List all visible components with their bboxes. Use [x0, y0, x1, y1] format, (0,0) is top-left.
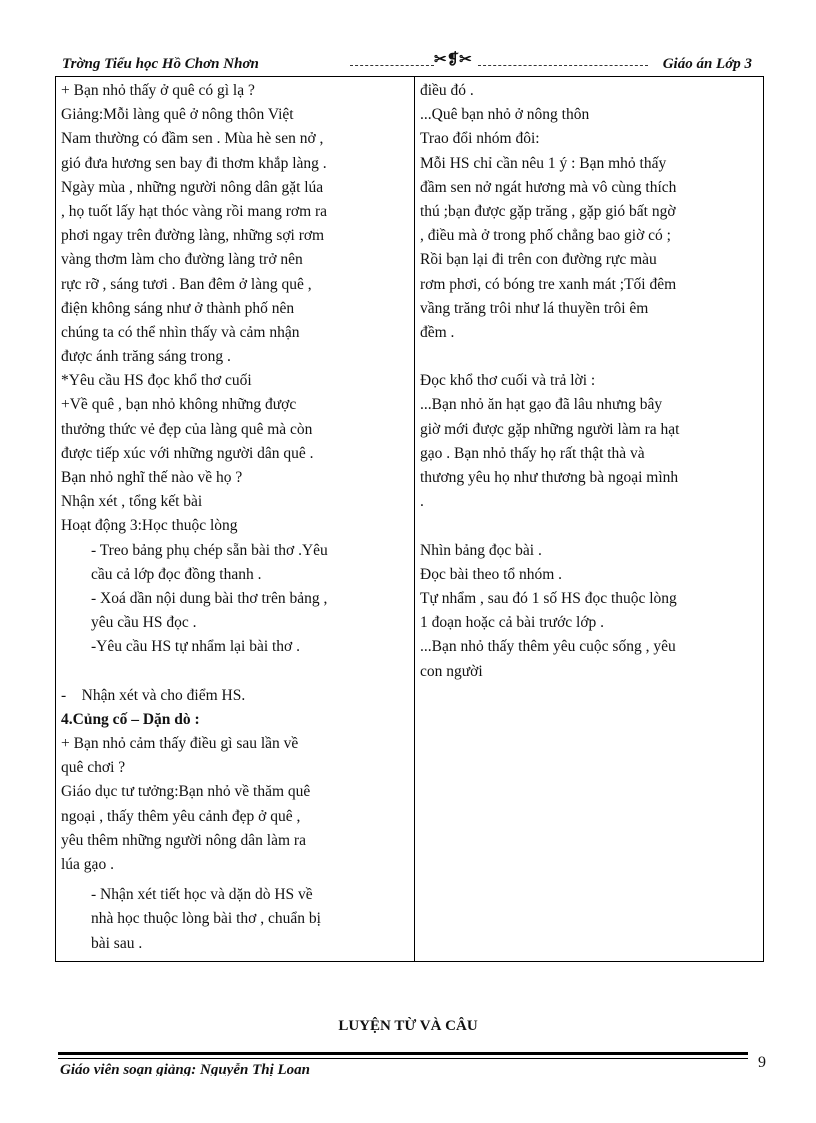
- text-line: bài sau .: [91, 934, 143, 952]
- text-line: thú ;bạn được gặp trăng , gặp gió bất ngờ: [420, 202, 676, 220]
- teacher-activities-column: [61, 79, 409, 956]
- subject-title: Giáo án Lớp 3: [662, 56, 752, 72]
- text-line: 1 đoạn hoặc cả bài trước lớp .: [420, 614, 605, 632]
- text-line: gạo . Bạn nhỏ thấy họ rất thật thà và: [420, 444, 645, 462]
- text-line: vầng trăng trôi như lá thuyền trôi êm: [420, 299, 649, 317]
- text-line: Ngày mùa , những người nông dân gặt lúa: [61, 178, 324, 196]
- section-heading: 4.Củng cố – Dặn dò :: [61, 710, 200, 728]
- text-line: - Xoá dần nội dung bài thơ trên bảng ,: [91, 589, 328, 607]
- text-line: ...Bạn nhỏ thấy thêm yêu cuộc sống , yêu: [420, 638, 676, 656]
- page-header: [58, 50, 758, 74]
- text-line: *Yêu cầu HS đọc khổ thơ cuối: [61, 372, 252, 390]
- text-line: Trao đổi nhóm đôi:: [420, 130, 540, 148]
- text-line: được ánh trăng sáng trong .: [61, 348, 231, 366]
- column-divider: [414, 77, 415, 961]
- text-line: rơm phơi, có bóng tre xanh mát ;Tối đêm: [420, 275, 677, 293]
- text-line: Giảng:Mỗi làng quê ở nông thôn Việt: [61, 106, 294, 124]
- text-line: ...Quê bạn nhỏ ở nông thôn: [420, 106, 590, 124]
- text-line: vàng thơm làm cho đường làng trở nên: [61, 251, 303, 269]
- text-line: rực rỡ , sáng tươi . Ban đêm ở làng quê ,: [61, 275, 312, 293]
- text-line: Nhận xét , tổng kết bài: [61, 493, 203, 511]
- text-line: Mỗi HS chỉ cần nêu 1 ý : Bạn mhỏ thấy: [420, 154, 667, 172]
- text-line: đềm .: [420, 323, 455, 341]
- text-line: phơi ngay trên đường làng, những sợi rơm: [61, 227, 325, 245]
- text-line: - Nhận xét tiết học và dặn dò HS về: [91, 886, 313, 904]
- text-line: + Bạn nhỏ thấy ở quê có gì lạ ?: [61, 82, 255, 99]
- text-line: -Yêu cầu HS tự nhẩm lại bài thơ .: [91, 638, 301, 656]
- teacher-name: Giáo viên soạn giảng: Nguyễn Thị Loan: [60, 1062, 311, 1076]
- text-line: lúa gạo .: [61, 856, 114, 873]
- text-line: điều đó .: [420, 82, 474, 99]
- footer-rule-thin: [58, 1058, 748, 1059]
- spacer: [420, 514, 760, 538]
- student-activities-column: [420, 79, 760, 684]
- book-ornament-icon: ✂❡✂: [434, 52, 472, 68]
- text-line: cầu cả lớp đọc đồng thanh .: [91, 565, 262, 583]
- text-line: thương yêu họ như thương bà ngoại mình: [420, 469, 679, 486]
- text-line: + Bạn nhỏ cảm thấy điều gì sau lần về: [61, 735, 299, 753]
- text-line: yêu thêm những người nông dân làm ra: [61, 831, 306, 849]
- text-line: quê chơi ?: [61, 759, 126, 777]
- header-dash-left: [350, 65, 434, 66]
- section-title: LUYỆN TỪ VÀ CÂU: [338, 1018, 478, 1034]
- text-line: giờ mới được gặp những người làm ra hạt: [420, 420, 680, 438]
- text-line: Đọc bài theo tổ nhóm .: [420, 565, 563, 583]
- school-name: Trờng Tiểu học Hồ Chơn Nhơn: [62, 56, 259, 72]
- text-line: Nhìn bảng đọc bài .: [420, 541, 542, 559]
- text-line: - Nhận xét và cho điểm HS.: [61, 686, 246, 704]
- activity-heading: Hoạt động 3:Học thuộc lòng: [61, 517, 238, 535]
- text-line: yêu cầu HS đọc .: [91, 614, 197, 632]
- text-line: gió đưa hương sen bay đi thơm khắp làng .: [61, 154, 327, 172]
- text-line: , điều mà ở trong phố chẳng bao giờ có ;: [420, 227, 671, 245]
- text-line: .: [420, 493, 424, 511]
- text-line: đầm sen nở ngát hương mà vô cùng thích: [420, 178, 677, 196]
- text-line: Rồi bạn lại đi trên con đường rực màu: [420, 251, 657, 269]
- text-line: Tự nhẩm , sau đó 1 số HS đọc thuộc lòng: [420, 589, 677, 607]
- text-line: ngoại , thấy thêm yêu cảnh đẹp ở quê ,: [61, 807, 301, 825]
- spacer: [420, 345, 760, 369]
- text-line: nhà học thuộc lòng bài thơ , chuẩn bị: [91, 910, 321, 928]
- page-number: 9: [758, 1054, 766, 1071]
- text-line: Đọc khổ thơ cuối và trả lời :: [420, 372, 596, 390]
- text-line: ...Bạn nhỏ ăn hạt gạo đã lâu nhưng bây: [420, 396, 663, 414]
- lesson-table: [55, 76, 764, 962]
- header-dash-right: [478, 65, 648, 66]
- text-line: chúng ta có thể nhìn thấy và cảm nhận: [61, 323, 300, 341]
- text-line: Giáo dục tư tưởng:Bạn nhỏ về thăm quê: [61, 783, 311, 801]
- text-line: , họ tuốt lấy hạt thóc vàng rồi mang rơm ra: [61, 202, 328, 220]
- text-line: thưởng thức vẻ đẹp của làng quê mà còn: [61, 420, 313, 438]
- text-line: - Treo bảng phụ chép sẵn bài thơ .Yêu: [91, 541, 328, 559]
- footer-rule-thick: [58, 1052, 748, 1055]
- spacer: [61, 660, 409, 684]
- text-line: được tiếp xúc với những người dân quê .: [61, 444, 314, 462]
- text-line: điện không sáng như ở thành phố nên: [61, 299, 295, 317]
- text-line: Bạn nhỏ nghĩ thế nào về họ ?: [61, 469, 243, 486]
- text-line: con người: [420, 662, 483, 680]
- text-line: Nam thường có đầm sen . Mùa hè sen nở ,: [61, 130, 324, 148]
- text-line: +Về quê , bạn nhỏ không những được: [61, 396, 297, 414]
